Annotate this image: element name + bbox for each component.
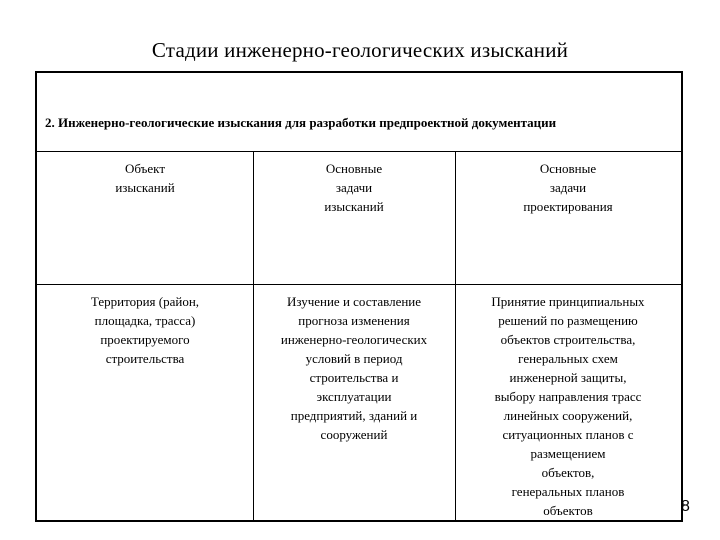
cell-line: предприятий, зданий и [290, 408, 418, 423]
cell-line: сооружений [320, 427, 388, 442]
cell-line: объектов, [541, 465, 595, 480]
cell-line: строительства [105, 351, 185, 366]
cell-line: инженерно-геологических [280, 332, 428, 347]
header-line: задачи [335, 180, 373, 195]
header-line: Объект [125, 161, 165, 176]
cell-line: линейных сооружений, [503, 408, 633, 423]
cell-line: условий в период [305, 351, 403, 366]
cell-line: Изучение и составление [286, 294, 422, 309]
cell-line: проектируемого [100, 332, 190, 347]
cell-line: генеральных планов [511, 484, 625, 499]
stage-heading-row [37, 73, 681, 152]
cell-design-tasks [455, 292, 681, 520]
cell-survey-tasks [253, 292, 455, 444]
cell-line: площадка, трасса) [94, 313, 196, 328]
cell-line: Территория (район, [90, 294, 200, 309]
header-divider [37, 284, 681, 285]
cell-line: объектов строительства, [500, 332, 636, 347]
cell-line: ситуационных планов с [502, 427, 634, 442]
cell-line: строительства и [309, 370, 399, 385]
cell-line: объектов [543, 503, 593, 518]
header-object [37, 159, 253, 197]
header-design-tasks [455, 159, 681, 216]
cell-line: Принятие принципиальных [491, 294, 645, 309]
slide-title: Стадии инженерно-геологических изысканий [151, 38, 569, 62]
cell-line: решений по размещению [498, 313, 638, 328]
page-number: 8 [681, 498, 690, 515]
cell-line: выбору направления трасс [494, 389, 642, 404]
cell-line: генеральных схем [518, 351, 618, 366]
header-line: проектирования [523, 199, 613, 214]
cell-line: размещением [530, 446, 606, 461]
header-survey-tasks [253, 159, 455, 216]
header-line: Основные [539, 161, 597, 176]
header-line: задачи [549, 180, 587, 195]
stages-table [35, 71, 683, 522]
header-line: изысканий [115, 180, 175, 195]
header-line: Основные [325, 161, 383, 176]
cell-line: эксплуатации [316, 389, 392, 404]
cell-line: инженерной защиты, [509, 370, 627, 385]
cell-object [37, 292, 253, 368]
stage-heading: 2. Инженерно-геологические изыскания для разработки предпроектной документации [45, 115, 557, 130]
header-line: изысканий [324, 199, 384, 214]
cell-line: прогноза изменения [298, 313, 410, 328]
